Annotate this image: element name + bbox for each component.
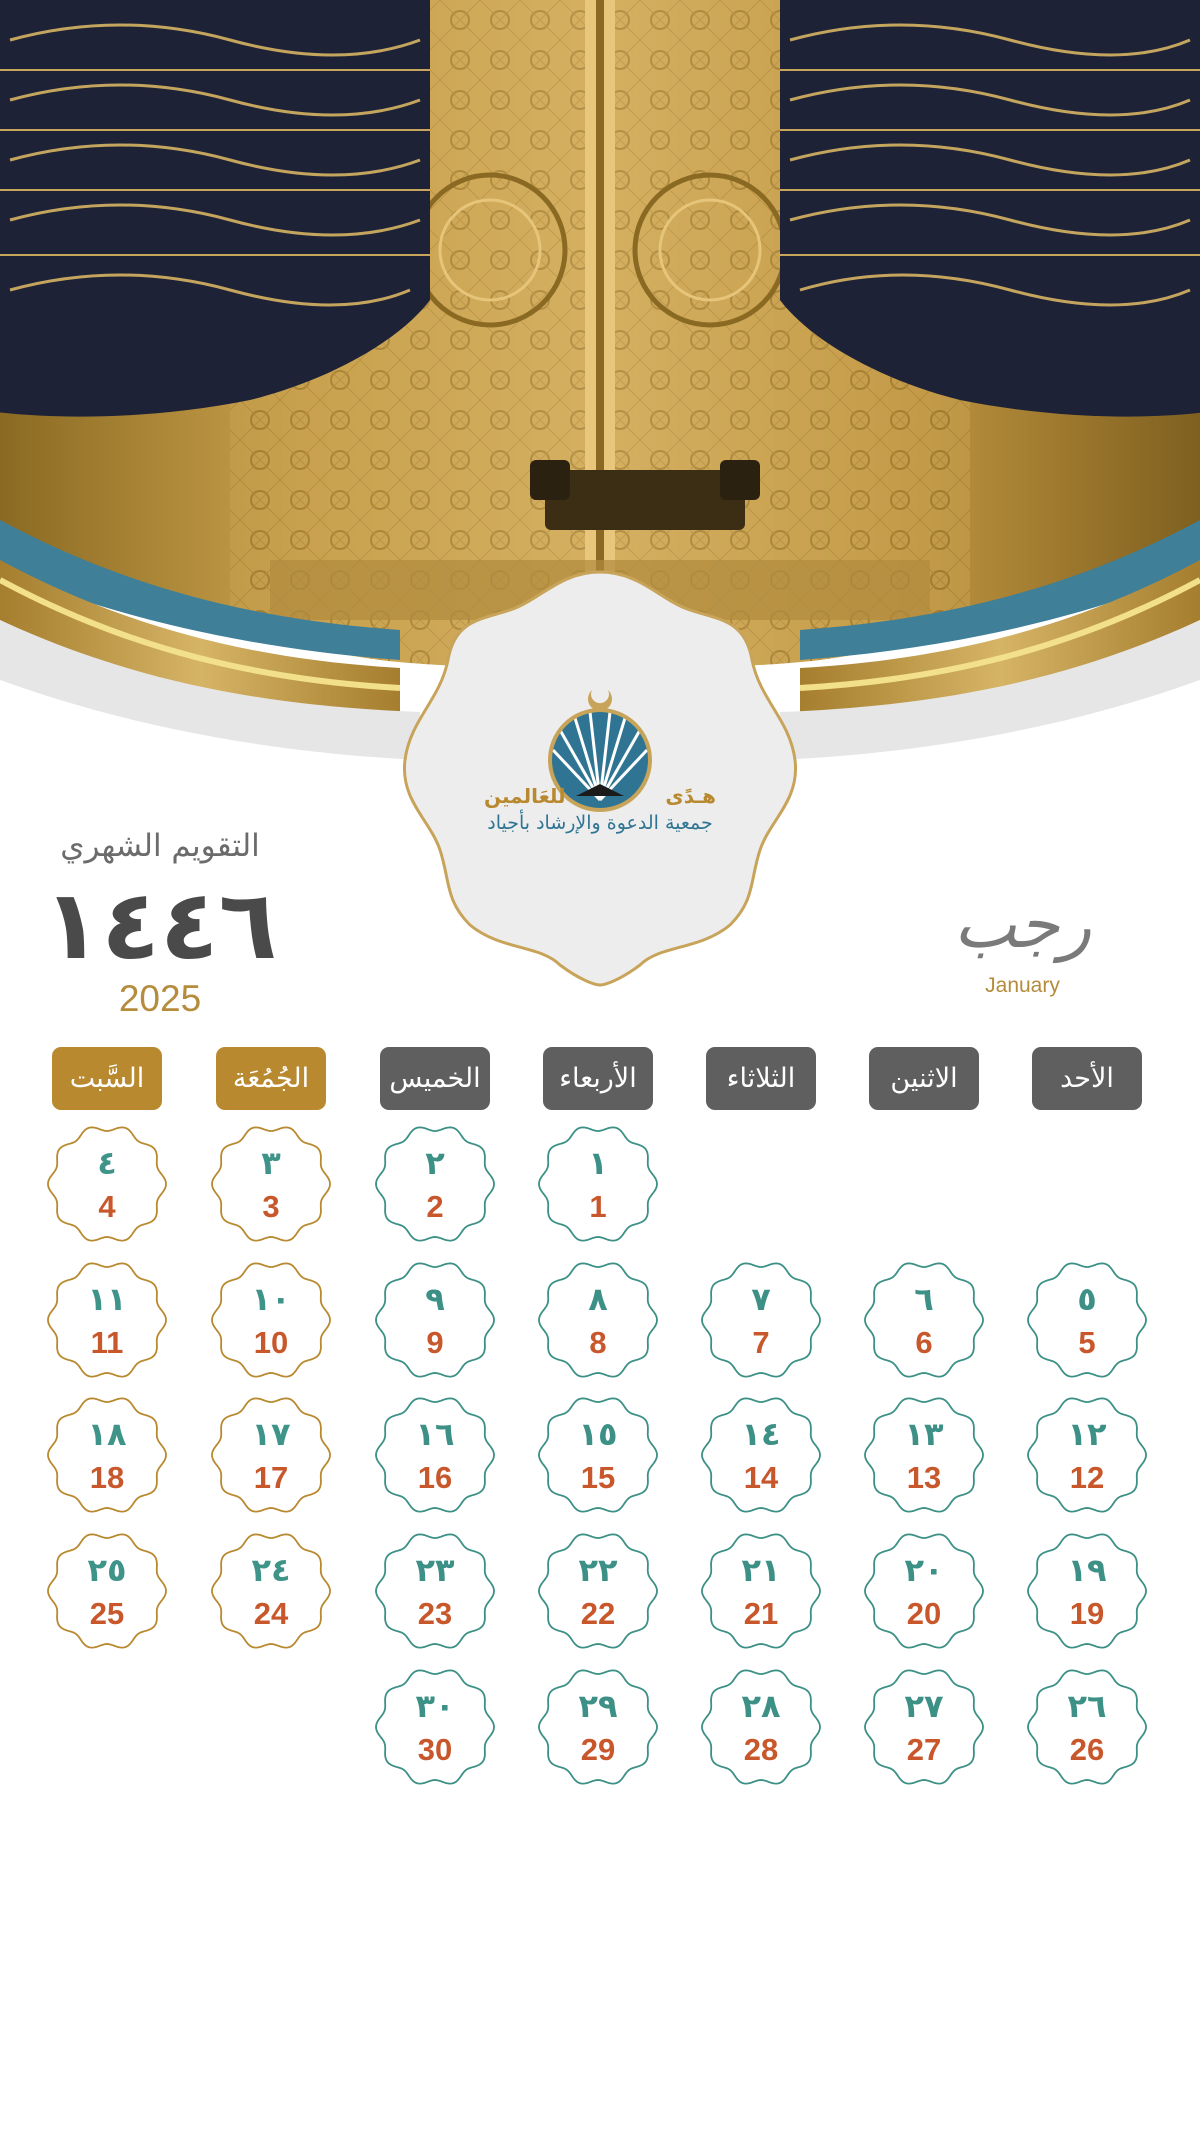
day-badge-frame [699, 1665, 823, 1789]
title-block [30, 828, 290, 1020]
hijri-day: ٤ [97, 1144, 117, 1182]
hijri-day: ١ [588, 1144, 608, 1182]
day-badge-frame [45, 1529, 169, 1653]
gregorian-day: 7 [752, 1325, 770, 1360]
weekday-label: الثلاثاء [706, 1047, 816, 1110]
hijri-day: ١٤ [741, 1415, 781, 1453]
hijri-day: ٢٧ [904, 1687, 944, 1725]
gregorian-day: 11 [90, 1325, 124, 1360]
hijri-day: ٣ [261, 1144, 281, 1182]
hijri-day: ١٨ [87, 1415, 127, 1453]
day-cell[interactable] [536, 1258, 660, 1382]
day-cell[interactable] [45, 1258, 169, 1382]
day-cell[interactable] [373, 1665, 497, 1789]
hijri-day: ١٥ [578, 1415, 618, 1453]
hijri-day: ٣٠ [415, 1687, 455, 1725]
gregorian-day: 3 [262, 1189, 280, 1224]
gregorian-day: 5 [1078, 1325, 1096, 1360]
day-badge-frame [699, 1529, 823, 1653]
hijri-year: ١٤٤٦ [42, 869, 278, 981]
day-cell[interactable] [1025, 1529, 1149, 1653]
gregorian-day: 4 [98, 1189, 116, 1224]
day-badge-frame [373, 1529, 497, 1653]
logo-brand-left: هـدًى [665, 784, 716, 808]
gregorian-day: 9 [426, 1325, 444, 1360]
day-cell[interactable] [209, 1258, 333, 1382]
day-cell[interactable] [699, 1258, 823, 1382]
gregorian-day: 26 [1069, 1732, 1105, 1767]
day-badge-frame [45, 1122, 169, 1246]
day-cell[interactable] [1025, 1393, 1149, 1517]
gregorian-day: 18 [89, 1460, 125, 1495]
day-badge-frame [536, 1393, 660, 1517]
day-cell[interactable] [373, 1258, 497, 1382]
day-cell[interactable] [373, 1393, 497, 1517]
day-badge-frame [209, 1529, 333, 1653]
day-cell[interactable] [209, 1122, 333, 1246]
logo-organization: جمعية الدعوة والإرشاد بأجياد [487, 812, 713, 834]
gregorian-day: 12 [1069, 1460, 1105, 1495]
day-cell[interactable] [1025, 1665, 1149, 1789]
day-cell[interactable] [45, 1122, 169, 1246]
day-badge-frame [536, 1258, 660, 1382]
hijri-day: ٢٨ [741, 1687, 781, 1725]
hijri-day: ١٢ [1067, 1415, 1107, 1453]
weekday-label: الأربعاء [543, 1047, 653, 1110]
day-cell[interactable] [862, 1393, 986, 1517]
gregorian-day: 16 [417, 1460, 453, 1495]
gregorian-day: 1 [589, 1189, 607, 1224]
day-cell[interactable] [45, 1529, 169, 1653]
day-badge-frame [1025, 1529, 1149, 1653]
gregorian-day: 19 [1069, 1596, 1105, 1631]
weekday-label: السَّبت [52, 1047, 162, 1110]
day-badge-frame [536, 1122, 660, 1246]
day-badge-frame [699, 1258, 823, 1382]
day-cell[interactable] [1025, 1258, 1149, 1382]
gregorian-day: 17 [253, 1460, 289, 1495]
hijri-day: ٢ [425, 1144, 445, 1182]
day-badge-frame [209, 1122, 333, 1246]
gregorian-day: 28 [743, 1732, 779, 1767]
day-cell[interactable] [862, 1258, 986, 1382]
day-cell[interactable] [536, 1529, 660, 1653]
day-cell[interactable] [699, 1393, 823, 1517]
logo-brand-right: للعَالمين [484, 784, 566, 808]
hijri-day: ١٧ [251, 1415, 291, 1453]
day-cell[interactable] [373, 1529, 497, 1653]
gregorian-day: 24 [253, 1596, 289, 1631]
day-cell[interactable] [209, 1529, 333, 1653]
day-cell[interactable] [536, 1122, 660, 1246]
day-badge-frame [862, 1258, 986, 1382]
hijri-day: ٦ [914, 1280, 934, 1318]
hijri-day: ٢٣ [415, 1551, 455, 1589]
gregorian-day: 25 [89, 1596, 125, 1631]
day-badge-frame [45, 1393, 169, 1517]
gregorian-day: 10 [253, 1325, 289, 1360]
hijri-day: ١٣ [904, 1415, 944, 1453]
hijri-day: ٢٢ [578, 1551, 618, 1589]
day-badge-frame [862, 1393, 986, 1517]
gregorian-day: 15 [580, 1460, 616, 1495]
day-cell[interactable] [862, 1665, 986, 1789]
day-badge-frame [1025, 1258, 1149, 1382]
hijri-day: ٢٠ [904, 1551, 944, 1589]
hijri-day: ٢٤ [251, 1551, 291, 1589]
gregorian-day: 22 [580, 1596, 616, 1631]
day-cell[interactable] [209, 1393, 333, 1517]
day-badge-frame [209, 1258, 333, 1382]
gregorian-year: 2025 [118, 978, 202, 1019]
gregorian-day: 20 [906, 1596, 942, 1631]
month-english: January [985, 974, 1060, 997]
hijri-day: ١١ [87, 1280, 127, 1318]
month-arabic: رجب [953, 886, 1092, 963]
day-badge-frame [862, 1529, 986, 1653]
day-badge-frame [373, 1393, 497, 1517]
day-badge-frame [373, 1258, 497, 1382]
gregorian-day: 21 [743, 1596, 779, 1631]
day-badge-frame [209, 1393, 333, 1517]
hijri-day: ٢٩ [578, 1687, 618, 1725]
day-badge-frame [1025, 1393, 1149, 1517]
hijri-day: ١٦ [415, 1415, 455, 1453]
day-cell[interactable] [699, 1529, 823, 1653]
hijri-day: ١٩ [1067, 1551, 1107, 1589]
weekday-label: الخميس [380, 1047, 490, 1110]
day-cell[interactable] [699, 1665, 823, 1789]
gregorian-day: 23 [417, 1596, 453, 1631]
day-badge-frame [45, 1258, 169, 1382]
day-cell[interactable] [862, 1529, 986, 1653]
weekday-label: الأحد [1032, 1047, 1142, 1110]
gregorian-day: 14 [743, 1460, 779, 1495]
gregorian-day: 13 [906, 1460, 942, 1495]
gregorian-day: 30 [417, 1732, 453, 1767]
hijri-day: ٩ [425, 1280, 445, 1318]
month-block [930, 880, 1115, 998]
calendar-title: التقويم الشهري [60, 828, 260, 864]
weekday-label: الاثنين [869, 1047, 979, 1110]
day-badge-frame [1025, 1665, 1149, 1789]
day-badge-frame [536, 1529, 660, 1653]
gregorian-day: 6 [915, 1325, 933, 1360]
gregorian-day: 8 [589, 1325, 607, 1360]
day-cell[interactable] [373, 1122, 497, 1246]
day-badge-frame [699, 1393, 823, 1517]
hijri-day: ٢١ [741, 1551, 781, 1589]
hijri-day: ٨ [588, 1280, 608, 1318]
gregorian-day: 27 [906, 1732, 942, 1767]
weekday-label: الجُمُعَة [216, 1047, 326, 1110]
hijri-day: ١٠ [251, 1280, 291, 1318]
day-cell[interactable] [536, 1665, 660, 1789]
hijri-day: ٥ [1077, 1280, 1097, 1318]
hijri-day: ٢٥ [87, 1551, 127, 1589]
gregorian-day: 29 [580, 1732, 616, 1767]
day-cell[interactable] [536, 1393, 660, 1517]
logo-text [440, 784, 760, 834]
hijri-day: ٢٦ [1067, 1687, 1107, 1725]
gregorian-day: 2 [426, 1189, 444, 1224]
day-badge-frame [536, 1665, 660, 1789]
day-badge-frame [373, 1665, 497, 1789]
logo-badge [404, 572, 795, 985]
hijri-day: ٧ [751, 1280, 771, 1318]
day-cell[interactable] [45, 1393, 169, 1517]
day-badge-frame [373, 1122, 497, 1246]
day-badge-frame [862, 1665, 986, 1789]
